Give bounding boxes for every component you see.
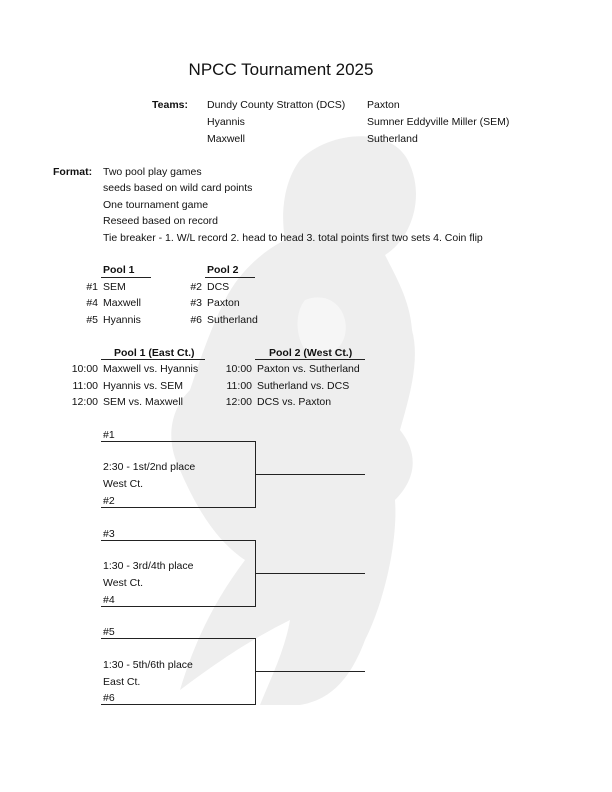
pool1-seed-team: SEM <box>103 281 126 293</box>
pool1-seed-team: Hyannis <box>103 314 141 326</box>
team-item: Sutherland <box>367 133 418 145</box>
pool1-header: Pool 1 <box>103 264 135 276</box>
bracket-court: East Ct. <box>103 676 141 688</box>
format-label: Format: <box>53 166 93 178</box>
schedule-pool1-underline <box>101 359 205 360</box>
bracket-bottom-line <box>101 704 256 705</box>
format-line: Two pool play games <box>103 166 202 178</box>
pool1-seed-number: #4 <box>86 297 98 309</box>
game-time: 10:00 <box>71 363 98 375</box>
game-match: Paxton vs. Sutherland <box>257 363 360 375</box>
bracket-game: 2:30 - 1st/2nd place <box>103 461 196 473</box>
team-item: Paxton <box>367 99 400 111</box>
bracket-court: West Ct. <box>103 577 144 589</box>
bracket-top-line <box>101 441 256 442</box>
pool1-seed-number: #1 <box>86 281 98 293</box>
schedule-pool1-header: Pool 1 (East Ct.) <box>114 347 195 359</box>
game-time: 10:00 <box>225 363 252 375</box>
bracket-top-seed: #1 <box>103 429 115 441</box>
bracket-court: West Ct. <box>103 478 144 490</box>
teams-label: Teams: <box>152 99 188 111</box>
game-time: 11:00 <box>226 380 252 392</box>
bracket-bottom-line <box>101 507 256 508</box>
schedule-pool2-underline <box>255 359 365 360</box>
pool2-seed-number: #6 <box>190 314 202 326</box>
game-time: 12:00 <box>71 396 98 408</box>
format-line: One tournament game <box>103 199 209 211</box>
bracket-bottom-line <box>101 606 256 607</box>
format-line: seeds based on wild card points <box>103 182 253 194</box>
bracket-bottom-seed: #4 <box>103 594 115 606</box>
bracket-winner-line <box>255 671 365 672</box>
game-match: Maxwell vs. Hyannis <box>103 363 199 375</box>
pool2-underline <box>205 277 255 278</box>
bracket-bottom-seed: #2 <box>103 495 115 507</box>
pool2-seed-number: #3 <box>190 297 202 309</box>
game-match: SEM vs. Maxwell <box>103 396 183 408</box>
team-item: Maxwell <box>207 133 245 145</box>
schedule-pool2-header: Pool 2 (West Ct.) <box>269 347 353 359</box>
game-time: 11:00 <box>72 380 98 392</box>
bracket-top-line <box>101 540 256 541</box>
bracket-top-line <box>101 638 256 639</box>
format-line: Tie breaker - 1. W/L record 2. head to head 3. total points first two sets 4. Coin flip <box>103 232 483 244</box>
bracket-top-seed: #3 <box>103 528 115 540</box>
game-match: Hyannis vs. SEM <box>103 380 183 392</box>
pool2-seed-team: Sutherland <box>207 314 258 326</box>
pool1-underline <box>101 277 151 278</box>
pool2-seed-number: #2 <box>190 281 202 293</box>
bracket-game: 1:30 - 3rd/4th place <box>103 560 194 572</box>
bracket-game: 1:30 - 5th/6th place <box>103 659 193 671</box>
page-title: NPCC Tournament 2025 <box>188 60 374 79</box>
bracket-top-seed: #5 <box>103 626 115 638</box>
game-match: DCS vs. Paxton <box>257 396 332 408</box>
pool2-seed-team: DCS <box>207 281 230 293</box>
bracket-winner-line <box>255 573 365 574</box>
game-match: Sutherland vs. DCS <box>257 380 350 392</box>
game-time: 12:00 <box>225 396 252 408</box>
pool1-seed-team: Maxwell <box>103 297 141 309</box>
bracket-bottom-seed: #6 <box>103 692 115 704</box>
pool2-header: Pool 2 <box>207 264 239 276</box>
pool2-seed-team: Paxton <box>207 297 240 309</box>
team-item: Hyannis <box>207 116 245 128</box>
format-line: Reseed based on record <box>103 215 218 227</box>
team-item: Sumner Eddyville Miller (SEM) <box>367 116 510 128</box>
pool1-seed-number: #5 <box>86 314 98 326</box>
bracket-winner-line <box>255 474 365 475</box>
team-item: Dundy County Stratton (DCS) <box>207 99 346 111</box>
